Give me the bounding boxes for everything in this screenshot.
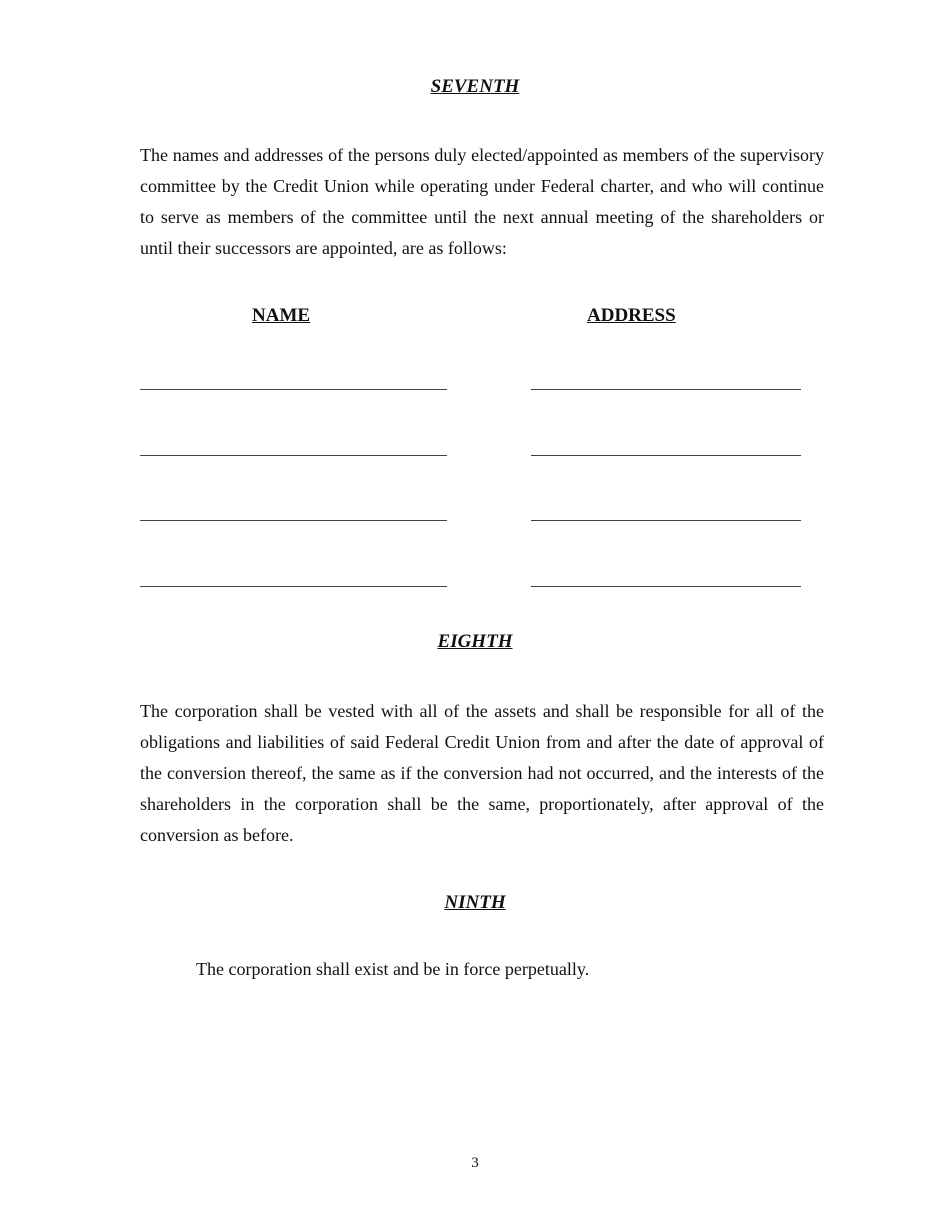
eighth-paragraph: The corporation shall be vested with all of the assets and shall be responsible for all of the obligations and liabilities of said Federal Credit Union from and after the date of approval of the conversion thereof, the same as if the conversion had not occurred, and the interests of the shareholders in the corporation shall be the same, proportionately, after approval of the conversion as before.	[140, 701, 824, 845]
address-column-header: ADDRESS	[587, 305, 676, 326]
eighth-heading: EIGHTH	[437, 631, 513, 652]
page-number: 3	[471, 1155, 479, 1171]
name-blank-line-1[interactable]	[140, 389, 447, 390]
address-blank-line-2[interactable]	[531, 455, 801, 456]
seventh-heading: SEVENTH	[430, 76, 520, 97]
address-blank-line-3[interactable]	[531, 520, 801, 521]
name-blank-line-2[interactable]	[140, 455, 447, 456]
address-blank-line-4[interactable]	[531, 586, 801, 587]
address-blank-line-1[interactable]	[531, 389, 801, 390]
ninth-paragraph: The corporation shall exist and be in force perpetually.	[196, 959, 590, 979]
name-column-header: NAME	[252, 305, 311, 326]
name-blank-line-3[interactable]	[140, 520, 447, 521]
name-blank-line-4[interactable]	[140, 586, 447, 587]
ninth-heading: NINTH	[444, 892, 506, 913]
seventh-paragraph: The names and addresses of the persons duly elected/appointed as members of the supervisory committee by the Credit Union while operating under Federal charter, and who will continue to serve as members of the committee until the next annual meeting of the shareholders or until their successors are appointed, are as follows:	[140, 145, 824, 258]
